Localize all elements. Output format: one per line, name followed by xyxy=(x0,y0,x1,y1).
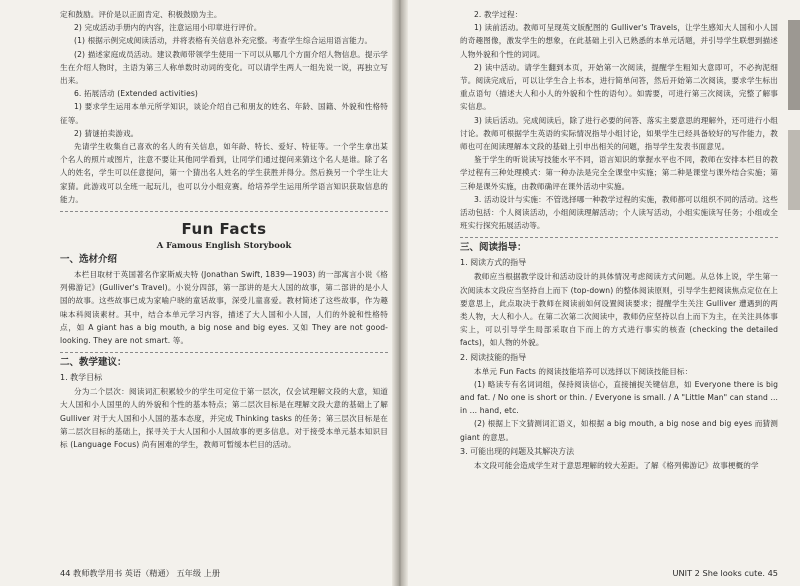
subheading-reading-method: 1. 阅读方式的指导 xyxy=(460,258,527,268)
reading-method-paragraph: 教师应当根据教学设计和活动设计的具体情况考虑阅读方式问题。从总体上说，学生第一次阅读本文段应当坚持自上而下 (top-down) 的整体阅读原则，引导学生把阅读焦点定位在上要意思上，此点取决于教师在阅读前如何设置阅读要求；提醒学生关注 Gulliver 遭遇到的两类人物，大人和小人。在第二次第二次阅读中，教师仍应坚持以自上而下为主，在关注具体事实上，可以引导学生局部采取自下而上的方式进行事实的核查 (checking the detailed facts)，如人物的外貌。 xyxy=(460,272,778,348)
left-page-footer: 44 教师教学用书 英语（精通） 五年级 上册 xyxy=(60,568,221,578)
left-line: 1) 要求学生运用本单元所学知识，谈论介绍自己和朋友的姓名、年龄、国籍、外貌和性格特征等。 xyxy=(60,102,388,125)
left-line: (2) 描述家庭成员活动。建议教师带领学生使用一下可以从哪几个方面介绍人物信息。提示学生在介绍人物时，主语为第三人称单数时动词的变化。可以请学生两人一组先说一说，再独立写出来。 xyxy=(60,49,388,86)
section-divider xyxy=(60,211,388,212)
right-line: 2) 读中活动。请学生翻到本页，开始第一次阅读，提醒学生粗知大意即可，不必拘泥细节。阅读完成后，可以让学生合上书本，进行简单问答，然后开始第二次阅读，要求学生标出重点语句（描述大人和小人的外貌和个性的语句）。如需要，可进行第三次阅读，完整了解事实信息。 xyxy=(460,62,778,112)
page-edge-mark xyxy=(788,130,800,210)
subheading-problems: 3. 可能出现的问题及其解决方法 xyxy=(460,446,575,456)
section-heading-material: 一、选材介绍 xyxy=(60,254,118,266)
subheading-goals: 1. 教学目标 xyxy=(60,373,103,383)
section-heading-suggestions: 二、教学建议： xyxy=(60,357,127,369)
subheading-reading-skills: 2. 阅读技能的指导 xyxy=(460,352,527,362)
section-divider xyxy=(460,237,778,238)
left-line: 2) 猜谜拍卖游戏。 xyxy=(74,128,139,138)
right-line: 3. 活动设计与实施：不管选择哪一种教学过程的实施，教师都可以组织不同的活动。这些活动包括：个人阅读活动，小组阅读理解活动；个人读写活动，小组实施读写任务；小组或全班实行探究拓展活动等。 xyxy=(460,194,778,231)
section-heading-reading-guide: 三、阅读指导： xyxy=(460,242,527,254)
left-page-body xyxy=(60,8,388,206)
right-line: 1) 读前活动。教师可呈现英文版配图的 Gulliver's Travels，让学生感知大人国和小人国的奇趣图像，激发学生的想象，在此基础上引入已熟悉的本单元话题，并引导学生联想到描述人物外貌和个性的词词。 xyxy=(460,23,778,59)
reading-skills-paragraph: 本单元 Fun Facts 的阅读技能培养可以选择以下阅读技能目标： xyxy=(474,366,693,376)
reading-skill-item: (2) 根据上下文猜测词汇语义，如根据 a big mouth, a big nose and big eyes 而猜测 giant 的意思。 xyxy=(460,419,778,442)
section-divider xyxy=(60,352,388,353)
left-line: 定和鼓励。评价是以正面肯定、积极鼓励为主。 xyxy=(60,10,222,19)
reading-skill-item: (1) 略读专有名词词组，保持阅读信心，直接捕捉关键信息，如 Everyone there is big and fat. / No one is short or thin. / Everyone is small. / A "Little Man" can stand ... in ... hand, etc. xyxy=(460,379,778,416)
material-paragraph: 本栏目取材于英国著名作家斯威夫特 (Jonathan Swift, 1839—1903) 的一部寓言小说《格列佛游记》(Gulliver's Travel)。小说分四部，第一部讲的是大人国的故事，第二部讲的是小人国的故事。这些故事已成为家喻户晓的童话故事，深受儿童喜爱。教材简述了这些故事，作为趣味本科阅读素材。其中，结合本单元学习内容，描述了大人国和小人国，人们的外貌和性格特点，如 A giant has a big mouth, a big nose and big eyes. 又如 They are not good-looking. They are not smart. 等。 xyxy=(60,270,388,346)
goals-paragraph: 分为二个层次：阅读词汇积累较少的学生可定位于第一层次，仅会试理解文段的大意，知道大人国和小人国里的人的外貌和个性的基本特点；第二层次目标是在理解文段大意的基础上了解 Gulliver 对于大人国和小人国的基本态度，并完成 Thinking tasks 的任务；第三层次目标是在第二层次目标的基础上，探寻关于大人国和小人国故事的更多信息。对于接受本单元基本知识目标 (Language Focus) 尚有困难的学生，教师可暂缓本栏目的活动。 xyxy=(60,387,388,450)
left-line: 先请学生收集自己喜欢的名人的有关信息，如年龄、特长、爱好、特征等。一个学生拿出某个名人的照片或图片，注意不要让其他同学看到，让同学们通过提问来猜这个名人是谁。除了名人的姓名，学生可以任意提问，第一个猜出名人姓名的学生获胜并得分。然后换另一个学生让大家猜。此游戏可以全班一起玩儿，也可以分小组竞赛。给培养学生运用所学语言知识获取信息的能力。 xyxy=(60,142,388,204)
left-line: (1) 根据示例完成阅读活动，并将表格有关信息补充完整。考查学生综合运用语言能力。 xyxy=(74,36,373,46)
page-edge-mark xyxy=(788,20,800,110)
fun-facts-subtitle: A Famous English Storybook xyxy=(156,240,292,251)
right-line: 鉴于学生的听说读写技能水平不同，语言知识的掌握水平也不同，教师在安排本栏目的教学过程有三种处理模式：第一种办法是完全全课堂中实施；第二种是课堂与课外结合实施；第三种是课外实施，由教师确评在课外活动中实施。 xyxy=(460,155,778,191)
left-line: 6. 拓展活动 (Extended activities) xyxy=(74,89,198,99)
right-line: 2. 教学过程： xyxy=(474,10,523,19)
left-page xyxy=(0,0,398,586)
book-gutter xyxy=(392,0,408,586)
fun-facts-title: Fun Facts xyxy=(181,220,267,239)
left-line: 2) 完成活动手册内的内容，注意运用小印章进行评价。 xyxy=(74,23,262,33)
right-page-footer: UNIT 2 She looks cute. 45 xyxy=(672,568,778,578)
right-page xyxy=(402,0,800,586)
right-line: 3) 读后活动。完成阅读后，除了进行必要的问答、落实主要意思的理解外，还可进行小组讨论。教师可根据学生英语的实际情况指导小组讨论，如果学生已经具备较好的写作能力，教师也可在阅读理解本文段的基础上引申出相关的问题，指导学生发表书面意见。 xyxy=(460,115,778,152)
problems-paragraph: 本文段可能会造成学生对于意思理解的较大差距。了解《格列佛游记》故事梗概的学 xyxy=(474,460,759,470)
